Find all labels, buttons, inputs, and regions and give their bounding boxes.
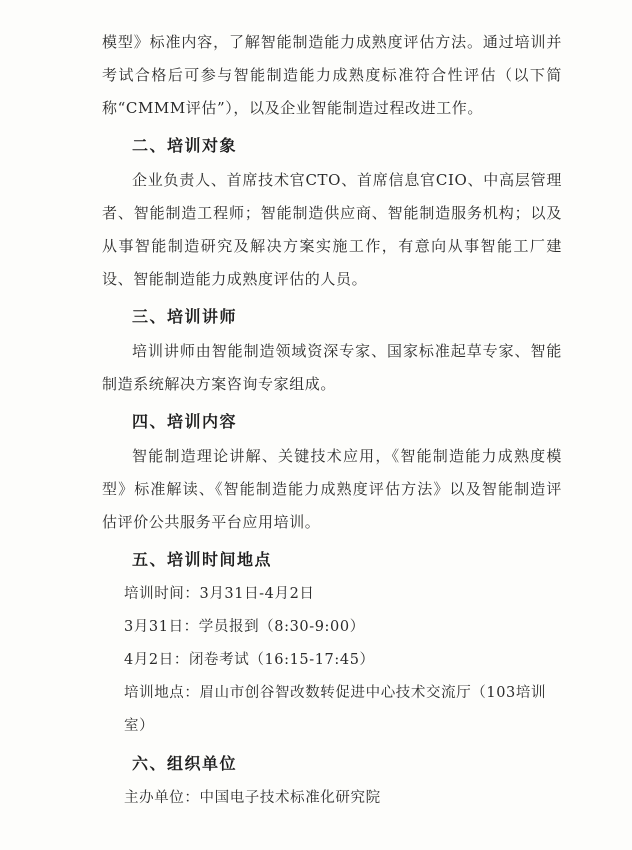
audience-paragraph: 企业负责人、首席技术官CTO、首席信息官CIO、中高层管理者、智能制造工程师；智能制造供应商、智能制造服务机构；以及从事智能制造研究及解决方案实施工作，有意向从事智能工厂建设、智能制造能力成熟度评估的人员。 — [102, 171, 562, 288]
training-location-line: 培训地点：眉山市创谷智改数转促进中心技术交流厅（103培训室） — [124, 685, 547, 734]
section-heading-time-place: 五、培训时间地点 — [132, 550, 273, 569]
training-time-line: 培训时间：3月31日-4月2日 — [124, 586, 315, 602]
host-organization-line: 主办单位：中国电子技术标准化研究院 — [124, 790, 381, 806]
section-heading-audience: 二、培训对象 — [132, 136, 238, 155]
section-heading-organizer: 六、组织单位 — [132, 754, 238, 773]
section-heading-content: 四、培训内容 — [132, 412, 238, 431]
exam-line: 4月2日：闭卷考试（16:15-17:45） — [124, 652, 375, 668]
content-paragraph: 智能制造理论讲解、关键技术应用，《智能制造能力成熟度模型》标准解读、《智能制造能力成熟度评估方法》以及智能制造评估评价公共服务平台应用培训。 — [102, 447, 562, 531]
instructors-paragraph: 培训讲师由智能制造领域资深专家、国家标准起草专家、智能制造系统解决方案咨询专家组成。 — [102, 342, 562, 393]
registration-line: 3月31日：学员报到（8:30-9:00） — [124, 619, 365, 635]
section-heading-instructors: 三、培训讲师 — [132, 307, 238, 326]
intro-paragraph: 模型》标准内容，了解智能制造能力成熟度评估方法。通过培训并考试合格后可参与智能制造能力成熟度标准符合性评估（以下简称“CMMM评估”），以及企业智能制造过程改进工作。 — [102, 33, 562, 117]
